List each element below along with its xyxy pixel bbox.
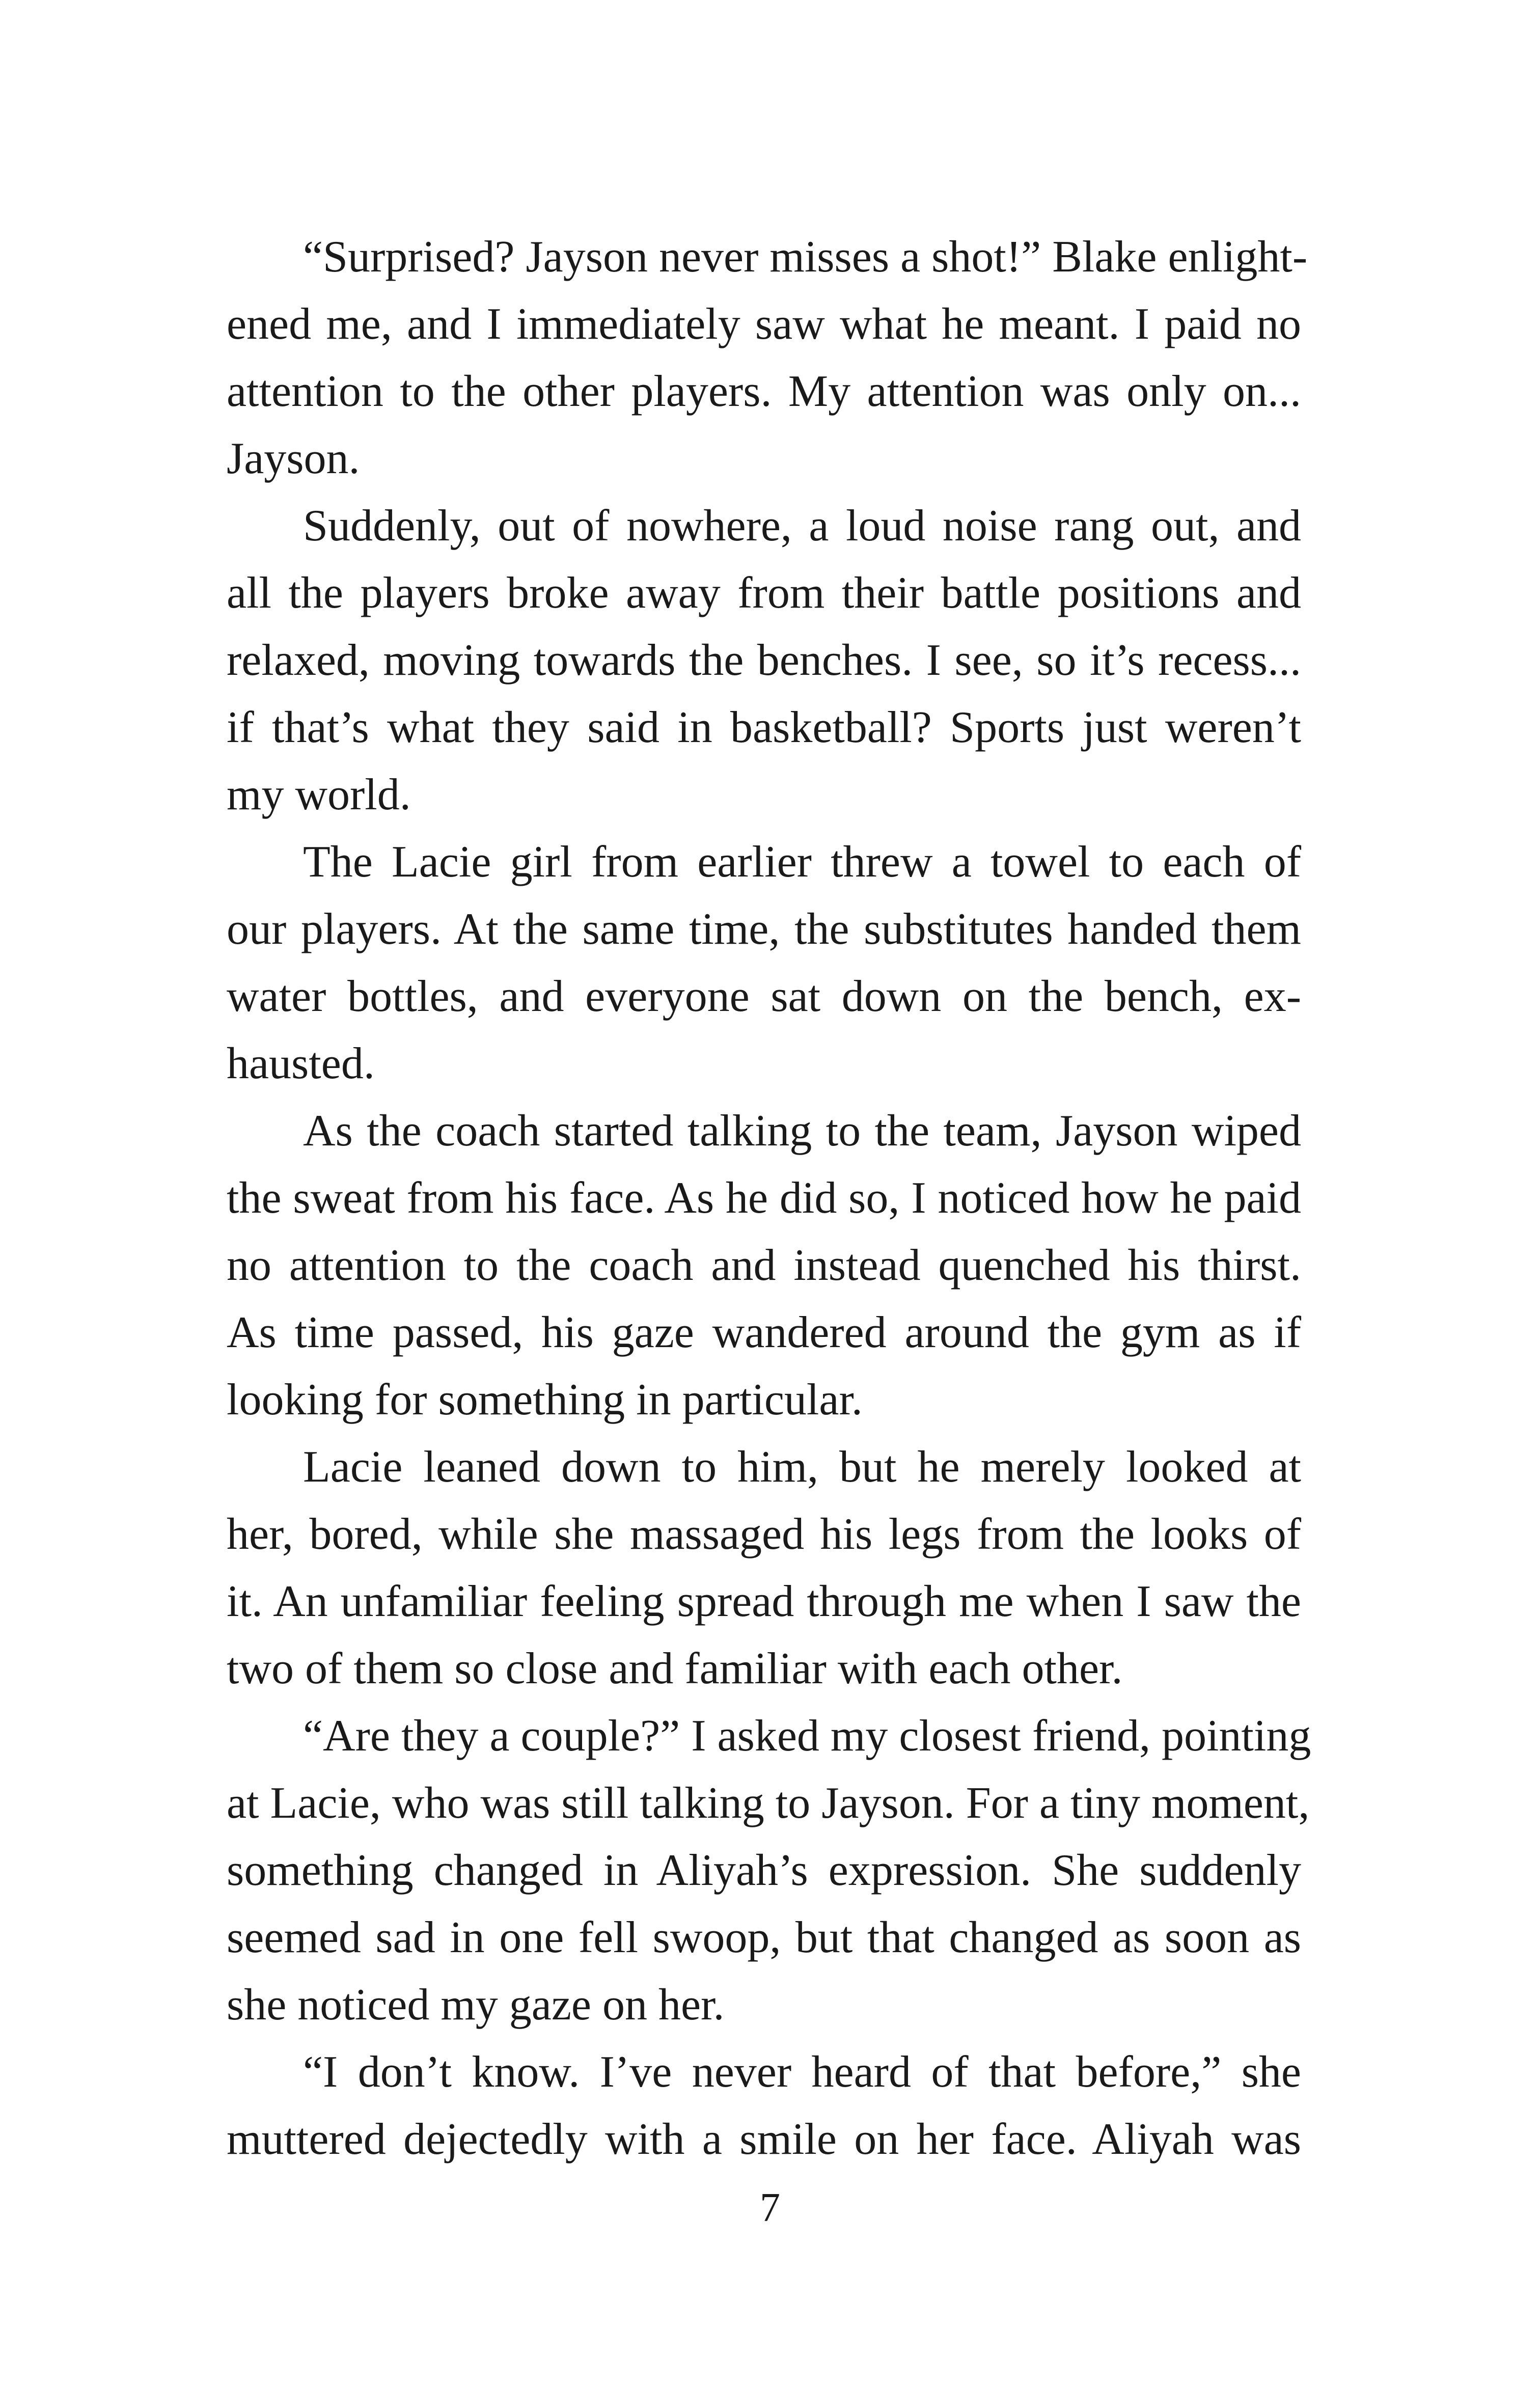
text-line: “I don’t know. I’ve never heard of that before,” she [303,2047,1301,2097]
text-line: Lacie leaned down to him, but he merely looked at [303,1442,1301,1492]
body-text [227,224,1311,2241]
text-line: “Surprised? Jayson never misses a shot!” Blake enlight- [303,232,1308,282]
text-line: The Lacie girl from earlier threw a towel to each of [303,837,1301,887]
text-line: something changed in Aliyah’s expression. She suddenly [227,1846,1301,1895]
text-line: attention to the other players. My attention was only on... [227,367,1301,416]
text-line: “Are they a couple?” I asked my closest friend, pointing [303,1711,1311,1761]
text-line: at Lacie, who was still talking to Jayson. For a tiny moment, [227,1778,1310,1828]
text-line: it. An unfamiliar feeling spread through me when I saw the [227,1577,1301,1626]
text-line: our players. At the same time, the substitutes handed them [227,905,1301,954]
text-line: her, bored, while she massaged his legs from the looks of [227,1510,1301,1559]
text-line: relaxed, moving towards the benches. I see, so it’s recess... [227,636,1301,685]
text-line: As the coach started talking to the team, Jayson wiped [303,1106,1301,1156]
text-line: water bottles, and everyone sat down on the bench, ex- [227,972,1301,1021]
text-line: no attention to the coach and instead quenched his thirst. [227,1241,1301,1290]
text-line: muttered dejectedly with a smile on her face. Aliyah was [227,2115,1301,2164]
text-line: two of them so close and familiar with each other. [227,1644,1123,1693]
text-line: Jayson. [227,434,360,483]
text-line: if that’s what they said in basketball? Sports just weren’t [227,703,1301,752]
text-line: looking for something in particular. [227,1375,863,1425]
text-line: Suddenly, out of nowhere, a loud noise rang out, and [303,501,1301,551]
text-line: ened me, and I immediately saw what he meant. I paid no [227,299,1301,349]
text-line: my world. [227,770,411,819]
text-line: all the players broke away from their battle positions and [227,568,1301,618]
text-line: hausted. [227,1039,375,1088]
text-line: seemed sad in one fell swoop, but that changed as soon as [227,1913,1301,1962]
page-number: 7 [760,2185,780,2230]
text-line: she noticed my gaze on her. [227,1980,725,2030]
text-line: the sweat from his face. As he did so, I noticed how he paid [227,1173,1301,1223]
text-line: As time passed, his gaze wandered around the gym as if [227,1308,1301,1357]
